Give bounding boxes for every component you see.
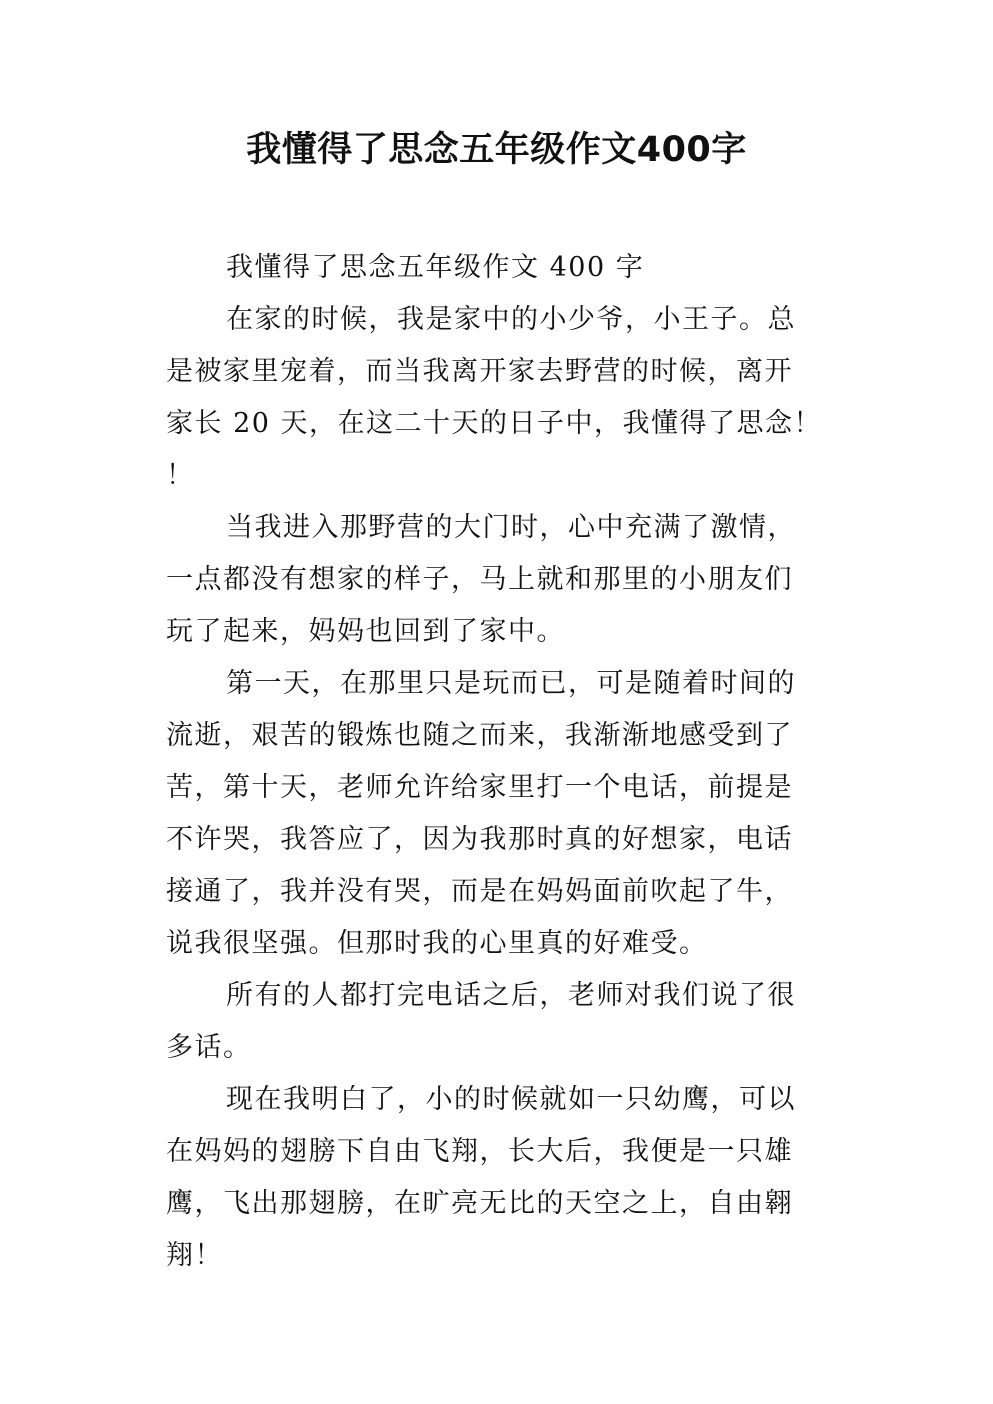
paragraph — [166, 502, 830, 658]
text-line: 所有的人都打完电话之后，老师对我们说了很 — [226, 980, 796, 1011]
document-title: 我懂得了思念五年级作文400字 — [246, 130, 747, 170]
text-line: 我懂得了思念五年级作文 400 字 — [226, 252, 645, 283]
paragraph — [166, 970, 830, 1074]
paragraph — [166, 658, 830, 970]
text-line: 不许哭，我答应了，因为我那时真的好想家，电话 — [166, 824, 793, 855]
text-line: 是被家里宠着，而当我离开家去野营的时候，离开 — [166, 356, 793, 387]
text-line: 鹰，飞出那翅膀，在旷亮无比的天空之上，自由翱 — [166, 1188, 793, 1219]
text-line: 说我很坚强。但那时我的心里真的好难受。 — [166, 928, 708, 959]
text-line: 现在我明白了，小的时候就如一只幼鹰，可以 — [226, 1084, 796, 1115]
text-line: 在家的时候，我是家中的小少爷，小王子。总 — [226, 304, 796, 335]
text-line: 当我进入那野营的大门时，心中充满了激情， — [226, 512, 796, 543]
text-line: 家长 20 天，在这二十天的日子中，我懂得了思念！ — [166, 408, 823, 439]
text-line: 第一天，在那里只是玩而已，可是随着时间的 — [226, 668, 796, 699]
text-line: 翔！ — [166, 1240, 223, 1271]
text-line: 接通了，我并没有哭，而是在妈妈面前吹起了牛， — [166, 876, 793, 907]
text-line: 流逝，艰苦的锻炼也随之而来，我渐渐地感受到了 — [166, 720, 793, 751]
text-line: 玩了起来，妈妈也回到了家中。 — [166, 616, 565, 647]
text-line: 一点都没有想家的样子，马上就和那里的小朋友们 — [166, 564, 793, 595]
paragraph — [166, 242, 830, 294]
text-line: 多话。 — [166, 1032, 252, 1063]
paragraph — [166, 1074, 830, 1282]
text-line: ！ — [166, 460, 195, 491]
text-line: 苦，第十天，老师允许给家里打一个电话，前提是 — [166, 772, 793, 803]
text-line: 在妈妈的翅膀下自由飞翔，长大后，我便是一只雄 — [166, 1136, 793, 1167]
document-body — [166, 242, 830, 1282]
paragraph — [166, 294, 830, 502]
